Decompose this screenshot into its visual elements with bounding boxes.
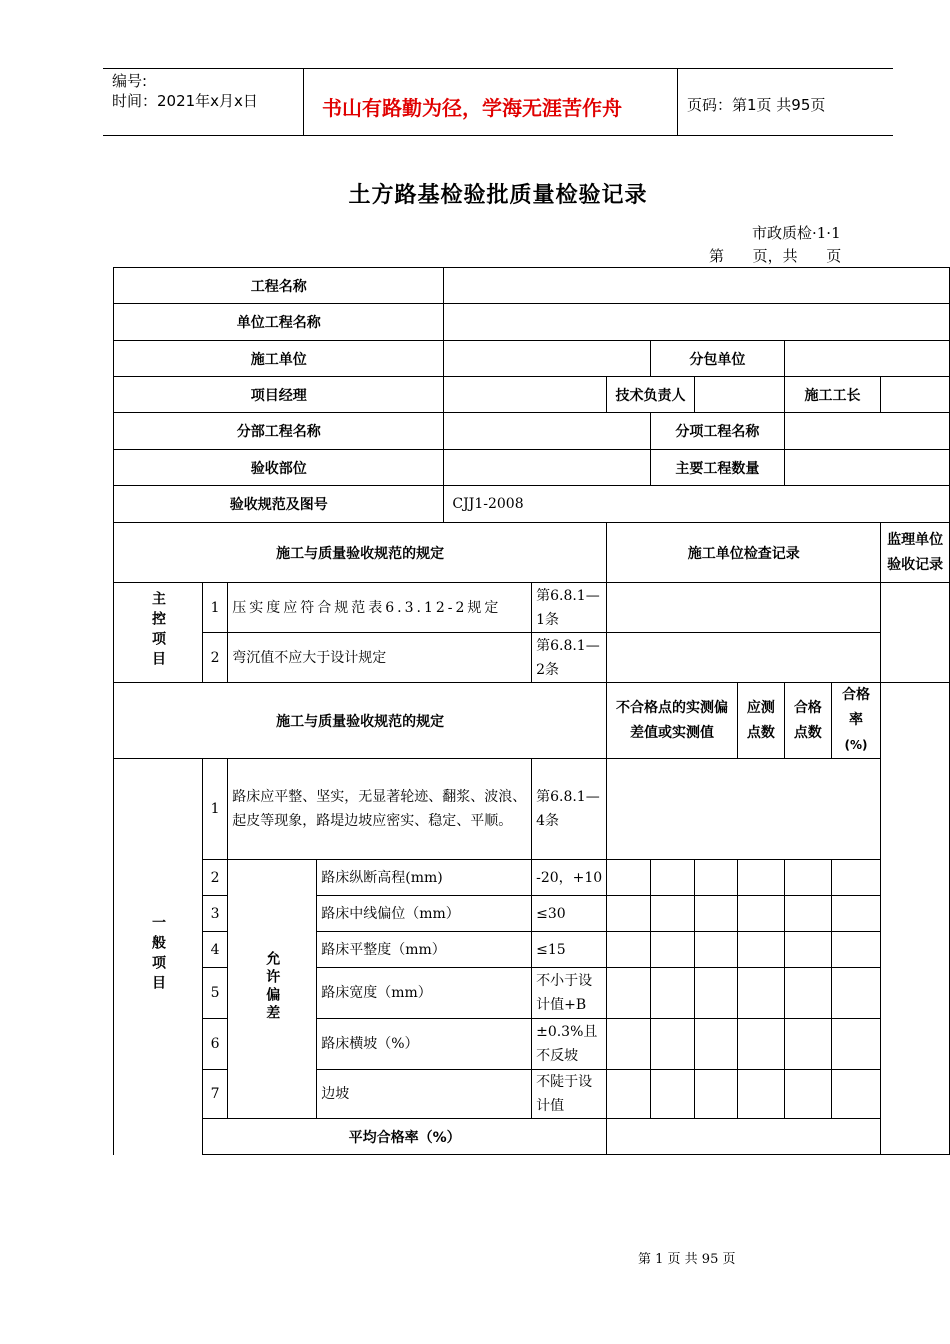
pass-cell[interactable] xyxy=(784,1070,831,1119)
item-description: 弯沉值不应大于设计规定 xyxy=(228,633,532,683)
label-project-name: 工程名称 xyxy=(114,268,444,304)
row-item-name: 路床纵断高程(mm) xyxy=(317,860,532,896)
header-construction-check: 施工单位检查记录 xyxy=(607,523,881,583)
doc-time-label: 时间：2021年x月x日 xyxy=(112,92,258,110)
rate-cell[interactable] xyxy=(831,1019,880,1070)
row-item-value: ±0.3%且不反坡 xyxy=(532,1019,607,1070)
field-construction-unit[interactable] xyxy=(444,341,651,377)
item-number: 1 xyxy=(203,583,228,633)
document-title: 土方路基检验批质量检验记录 xyxy=(348,183,648,208)
measure-cell[interactable] xyxy=(607,1019,651,1070)
row-construction-unit xyxy=(114,341,950,377)
group-general xyxy=(114,759,203,1155)
measure-cell[interactable] xyxy=(694,968,737,1019)
form-code: 市政质检·1·1 xyxy=(752,224,841,242)
row-item-value: 不陡于设计值 xyxy=(532,1070,607,1119)
header-measured-values: 不合格点的实测偏差值或实测值 xyxy=(607,683,738,759)
field-spec-value[interactable]: CJJ1-2008 xyxy=(444,486,950,523)
row-item-name: 路床中线偏位（mm） xyxy=(317,896,532,932)
field-tech-lead[interactable] xyxy=(694,377,784,413)
row-main-item-1 xyxy=(114,583,950,633)
field-supervisor-record-main[interactable] xyxy=(881,583,950,683)
row-manager xyxy=(114,377,950,413)
should-cell[interactable] xyxy=(737,932,784,968)
row-item-value: ≤15 xyxy=(532,932,607,968)
page-footer: 第 1 页 共 95 页 xyxy=(638,1252,736,1267)
item-number: 2 xyxy=(203,860,228,896)
item-number: 2 xyxy=(203,633,228,683)
header-pass-rate-label: 合格率 xyxy=(842,687,870,728)
item-clause: 第6.8.1—1条 xyxy=(532,583,607,633)
field-average-pass-rate[interactable] xyxy=(607,1119,881,1155)
pass-cell[interactable] xyxy=(784,896,831,932)
pass-cell[interactable] xyxy=(784,1019,831,1070)
measure-cell[interactable] xyxy=(607,932,651,968)
row-item-name: 边坡 xyxy=(317,1070,532,1119)
measure-cell[interactable] xyxy=(650,1070,694,1119)
row-item-value: 不小于设计值+B xyxy=(532,968,607,1019)
row-section2-header xyxy=(114,683,950,759)
row-item-name: 路床横坡（%） xyxy=(317,1019,532,1070)
field-main-quantity[interactable] xyxy=(784,450,949,486)
row-spec xyxy=(114,486,950,523)
header-divider-right xyxy=(677,68,678,136)
row-item-name: 路床宽度（mm） xyxy=(317,968,532,1019)
field-project-manager[interactable] xyxy=(444,377,607,413)
row-item-name: 路床平整度（mm） xyxy=(317,932,532,968)
header-pass-points: 合格点数 xyxy=(784,683,831,759)
group-general-text: 一般项目 xyxy=(150,914,166,995)
row-average-rate xyxy=(114,1119,950,1155)
pass-cell[interactable] xyxy=(784,860,831,896)
rate-cell[interactable] xyxy=(831,968,880,1019)
label-tech-lead: 技术负责人 xyxy=(607,377,695,413)
inspection-form-table xyxy=(113,267,950,1155)
measure-cell[interactable] xyxy=(694,1070,737,1119)
row-item-value: ≤30 xyxy=(532,896,607,932)
should-cell[interactable] xyxy=(737,1019,784,1070)
row-division xyxy=(114,413,950,450)
field-subitem-name[interactable] xyxy=(784,413,949,450)
measure-cell[interactable] xyxy=(650,1019,694,1070)
measure-cell[interactable] xyxy=(650,860,694,896)
doc-number-label: 编号: xyxy=(112,72,148,90)
group-main-control-text: 主控项目 xyxy=(150,590,166,671)
field-foreman[interactable] xyxy=(881,377,950,413)
item-number: 4 xyxy=(203,932,228,968)
field-unit-project-name[interactable] xyxy=(444,304,950,341)
rate-cell[interactable] xyxy=(831,896,880,932)
should-cell[interactable] xyxy=(737,1070,784,1119)
label-spec: 验收规范及图号 xyxy=(114,486,444,523)
header-pass-rate xyxy=(831,683,880,759)
header-top-rule xyxy=(103,68,893,69)
measure-cell[interactable] xyxy=(694,1019,737,1070)
label-project-manager: 项目经理 xyxy=(114,377,444,413)
pass-cell[interactable] xyxy=(784,968,831,1019)
label-subcontract-unit: 分包单位 xyxy=(650,341,784,377)
measure-cell[interactable] xyxy=(607,896,651,932)
header-motto: 书山有路勤为径，学海无涯苦作舟 xyxy=(322,96,622,120)
item-description: 路床应平整、坚实，无显著轮迹、翻浆、波浪、起皮等现象，路堤边坡应密实、稳定、平顺。 xyxy=(228,759,532,860)
group-tolerance-text: 允许偏差 xyxy=(264,951,281,1023)
item-number: 1 xyxy=(203,759,228,860)
row-general-item-1 xyxy=(114,759,950,860)
row-unit-project xyxy=(114,304,950,341)
label-foreman: 施工工长 xyxy=(784,377,880,413)
field-check-record-1[interactable] xyxy=(607,583,881,633)
label-division-name: 分部工程名称 xyxy=(114,413,444,450)
field-subcontract-unit[interactable] xyxy=(784,341,949,377)
item-clause: 第6.8.1—2条 xyxy=(532,633,607,683)
measure-cell[interactable] xyxy=(650,932,694,968)
row-item-value: -20，+10 xyxy=(532,860,607,896)
pass-cell[interactable] xyxy=(784,932,831,968)
item-number: 3 xyxy=(203,896,228,932)
rate-cell[interactable] xyxy=(831,1070,880,1119)
should-cell[interactable] xyxy=(737,860,784,896)
measure-cell[interactable] xyxy=(694,860,737,896)
row-project-name xyxy=(114,268,950,304)
measure-cell[interactable] xyxy=(694,932,737,968)
rate-cell[interactable] xyxy=(831,860,880,896)
should-cell[interactable] xyxy=(737,896,784,932)
item-clause: 第6.8.1—4条 xyxy=(532,759,607,860)
item-number: 7 xyxy=(203,1070,228,1119)
rate-cell[interactable] xyxy=(831,932,880,968)
row-general-item-2 xyxy=(114,860,950,896)
field-supervisor-record-general[interactable] xyxy=(881,683,950,1155)
header-should-measure: 应测点数 xyxy=(737,683,784,759)
field-general-record-1[interactable] xyxy=(607,759,881,860)
header-spec-requirements: 施工与质量验收规范的规定 xyxy=(114,523,607,583)
measure-cell[interactable] xyxy=(607,1070,651,1119)
item-description: 压实度应符合规范表6.3.12-2规定 xyxy=(228,583,532,633)
measure-cell[interactable] xyxy=(650,896,694,932)
header-divider-left xyxy=(303,68,304,136)
field-division-name[interactable] xyxy=(444,413,651,450)
measure-cell[interactable] xyxy=(607,968,651,1019)
field-acceptance-part[interactable] xyxy=(444,450,651,486)
row-acceptance-part xyxy=(114,450,950,486)
header-supervisor-record: 监理单位验收记录 xyxy=(881,523,950,583)
measure-cell[interactable] xyxy=(650,968,694,1019)
header-bottom-rule xyxy=(103,135,893,136)
label-main-quantity: 主要工程数量 xyxy=(650,450,784,486)
label-subitem-name: 分项工程名称 xyxy=(650,413,784,450)
header-spec-requirements-2: 施工与质量验收规范的规定 xyxy=(114,683,607,759)
group-main-control xyxy=(114,583,203,683)
field-check-record-2[interactable] xyxy=(607,633,881,683)
item-number: 6 xyxy=(203,1019,228,1070)
measure-cell[interactable] xyxy=(694,896,737,932)
label-average-pass-rate: 平均合格率（%） xyxy=(203,1119,607,1155)
page-counter: 第 页，共 页 xyxy=(709,247,842,265)
header-page-label: 页码：第1页 共95页 xyxy=(687,96,826,114)
measure-cell[interactable] xyxy=(607,860,651,896)
group-tolerance xyxy=(228,860,317,1119)
label-acceptance-part: 验收部位 xyxy=(114,450,444,486)
row-section1-header xyxy=(114,523,950,583)
label-construction-unit: 施工单位 xyxy=(114,341,444,377)
field-project-name[interactable] xyxy=(444,268,950,304)
header-pass-rate-unit: (%) xyxy=(844,738,868,752)
label-unit-project-name: 单位工程名称 xyxy=(114,304,444,341)
should-cell[interactable] xyxy=(737,968,784,1019)
item-number: 5 xyxy=(203,968,228,1019)
row-main-item-2 xyxy=(114,633,950,683)
